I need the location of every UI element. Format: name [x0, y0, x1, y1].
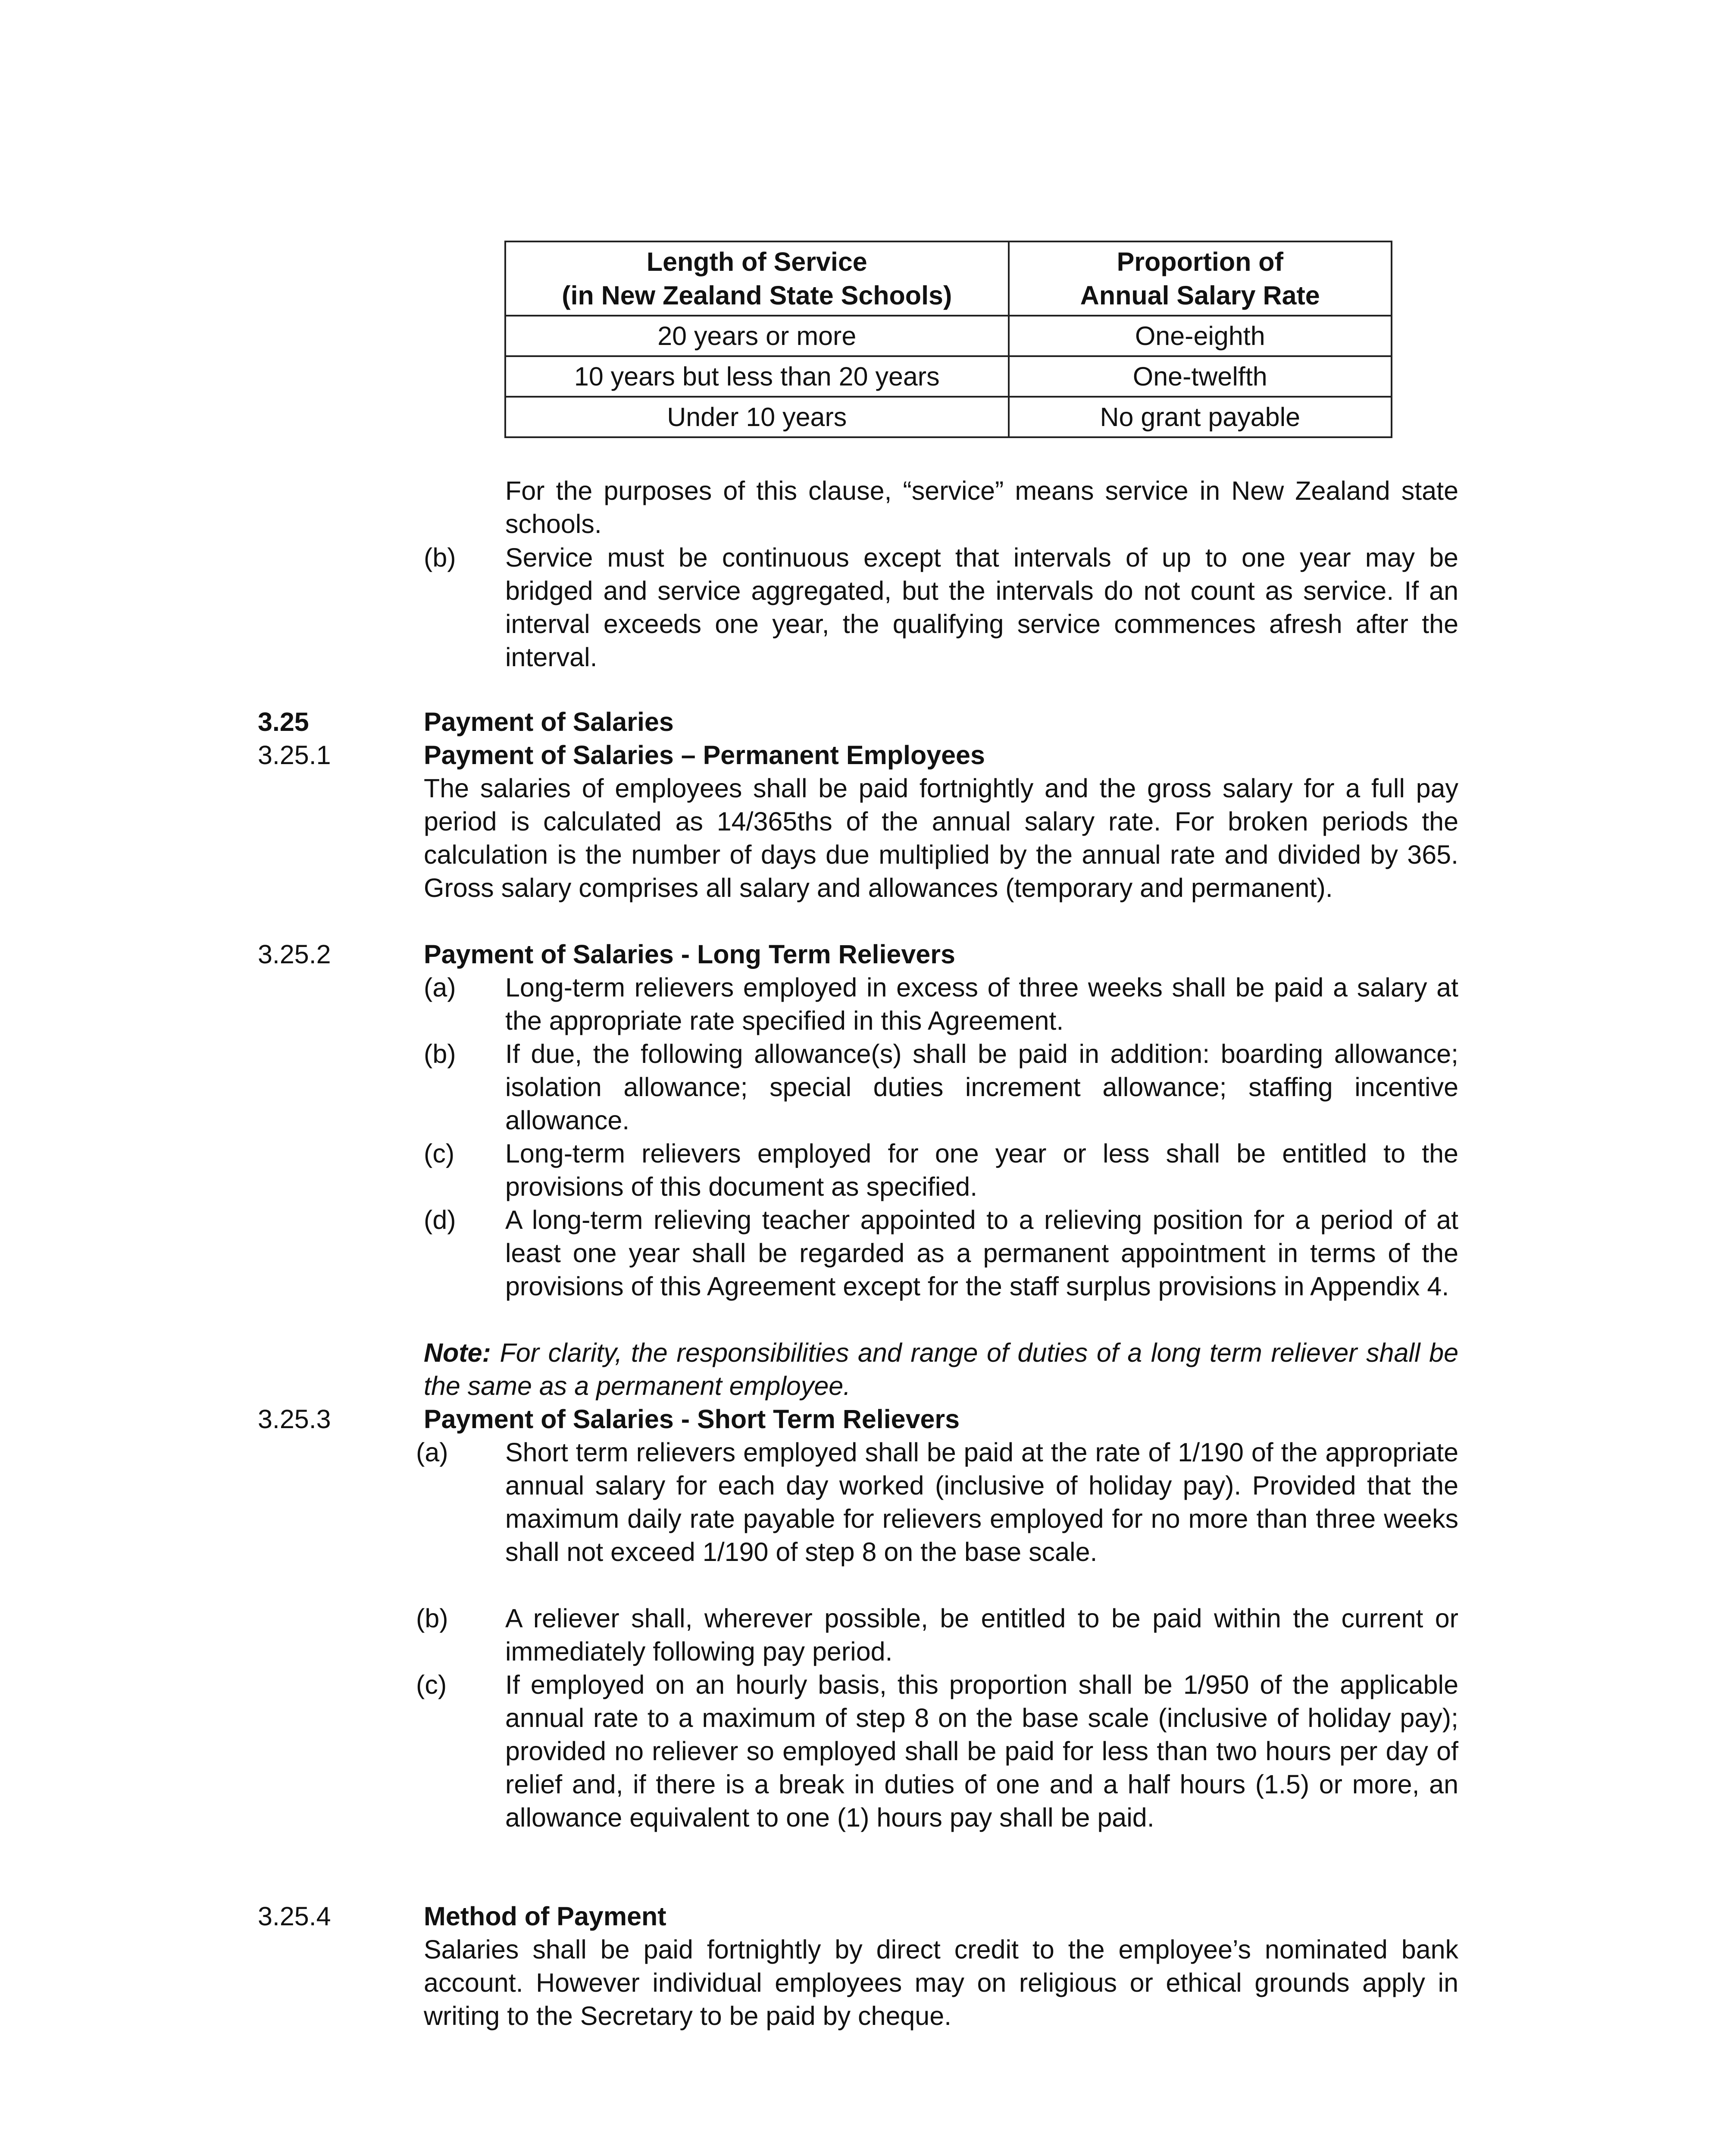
header-line: Annual Salary Rate [1080, 281, 1320, 310]
item-label: (a) [416, 1438, 448, 1467]
table-header-row [505, 241, 1392, 316]
item-label: (d) [424, 1205, 456, 1235]
section-body: The salaries of employees shall be paid fortnightly and the gross salary for a full pay period is calculated as 14/365ths of the annual salary rate. For broken periods the calculation is the number of days due multiplied by the annual rate and divided by 365. Gross salary comprises all salary and allowances (temporary and permanent). [424, 774, 1458, 903]
section-number: 3.25.1 [258, 740, 331, 770]
section-number: 3.25.2 [258, 940, 331, 969]
table-row [505, 397, 1392, 437]
table-header-cell [1009, 241, 1392, 316]
item-text: Long-term relievers employed for one year or less shall be entitled to the provisions of this document as specified. [505, 1139, 1458, 1201]
table-row [505, 316, 1392, 356]
item-label: (b) [424, 543, 456, 572]
item-label: (b) [424, 1039, 456, 1069]
section-title: Payment of Salaries – Permanent Employees [424, 740, 985, 770]
section-title: Method of Payment [424, 1902, 666, 1931]
table-cell: One-twelfth [1009, 356, 1392, 397]
table-cell: 20 years or more [505, 316, 1009, 356]
section-title: Payment of Salaries - Long Term Relievers [424, 940, 955, 969]
header-line: Proportion of [1117, 247, 1283, 276]
section-title: Payment of Salaries - Short Term Relievers [424, 1404, 960, 1434]
item-label: (b) [416, 1604, 448, 1633]
section-body: Salaries shall be paid fortnightly by direct credit to the employee’s nominated bank account. However individual employees may on religious or ethical grounds apply in writing to the Secretary to be paid by cheque. [424, 1935, 1458, 2031]
table-row [505, 356, 1392, 397]
item-text: A reliever shall, wherever possible, be entitled to be paid within the current or immediately following pay period. [505, 1604, 1458, 1666]
item-text: Short term relievers employed shall be paid at the rate of 1/190 of the appropriate annual salary for each day worked (inclusive of holiday pay). Provided that the maximum daily rate payable for relievers employed for no more than three weeks shall not exceed 1/190 of step 8 on the base scale. [505, 1438, 1458, 1567]
table-cell: Under 10 years [505, 397, 1009, 437]
item-label: (c) [424, 1139, 455, 1168]
section-number: 3.25.3 [258, 1404, 331, 1434]
section-number: 3.25.4 [258, 1902, 331, 1931]
header-line: (in New Zealand State Schools) [562, 281, 952, 310]
item-text: A long-term relieving teacher appointed to a relieving position for a period of at least one year shall be regarded as a permanent appointment in terms of the provisions of this Agreement except for the staff surplus provisions in Appendix 4. [505, 1205, 1458, 1301]
service-proportion-table [504, 241, 1392, 438]
note-text: For clarity, the responsibilities and range of duties of a long term reliever shall be the same as a permanent employee. [424, 1338, 1458, 1401]
header-line: Length of Service [646, 247, 867, 276]
item-label: (a) [424, 973, 456, 1002]
table-header-cell [505, 241, 1009, 316]
item-label: (c) [416, 1670, 447, 1699]
table-cell: 10 years but less than 20 years [505, 356, 1009, 397]
table-cell: No grant payable [1009, 397, 1392, 437]
section-title: Payment of Salaries [424, 707, 674, 736]
section-number: 3.25 [258, 707, 309, 736]
item-text: Long-term relievers employed in excess of three weeks shall be paid a salary at the appropriate rate specified in this Agreement. [505, 973, 1458, 1035]
item-text: If employed on an hourly basis, this proportion shall be 1/950 of the applicable annual rate to a maximum of step 8 on the base scale (inclusive of holiday pay); provided no reliever so employed shall be paid for less than two hours per day of relief and, if there is a break in duties of one and a half hours (1.5) or more, an allowance equivalent to one (1) hours pay shall be paid. [505, 1670, 1458, 1832]
note-label: Note: [424, 1338, 491, 1367]
note [424, 1336, 1458, 1403]
service-definition: For the purposes of this clause, “service” means service in New Zealand state schools. [505, 476, 1458, 539]
item-text: Service must be continuous except that intervals of up to one year may be bridged and service aggregated, but the intervals do not count as service. If an interval exceeds one year, the qualifying service commences afresh after the interval. [505, 543, 1458, 672]
item-text: If due, the following allowance(s) shall be paid in addition: boarding allowance; isolation allowance; special duties increment allowance; staffing incentive allowance. [505, 1039, 1458, 1135]
table-cell: One-eighth [1009, 316, 1392, 356]
